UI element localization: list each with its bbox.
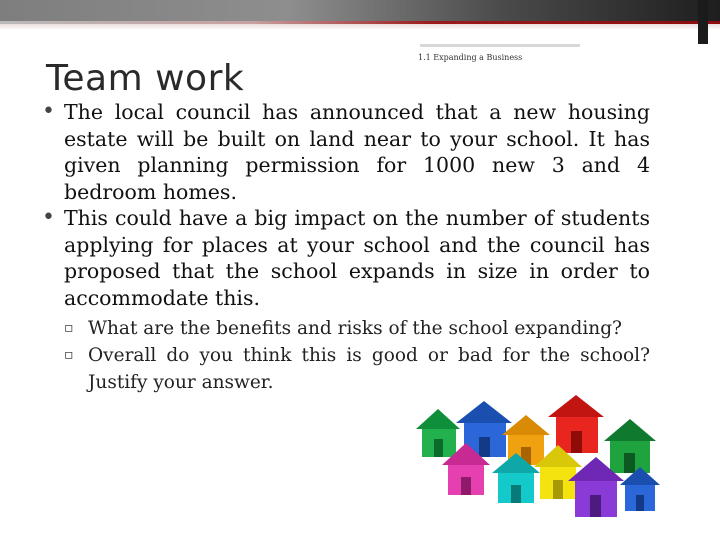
question-text-2: Overall do you think this is good or bad for the school? Justify your answer. [88, 345, 650, 393]
house-icon [416, 409, 460, 457]
colorful-houses-illustration [408, 395, 670, 525]
question-list [42, 315, 650, 396]
bullet-text-1: The local council has announced that a new housing estate will be built on land near to your school. It has given planning permission for 1000 new 3 and 4 bedroom homes. [64, 100, 650, 204]
bullet-point-1 [42, 99, 650, 205]
bullet-icon: • [42, 205, 55, 230]
question-text-1: What are the benefits and risks of the school expanding? [88, 318, 622, 339]
bullet-text-2: This could have a big impact on the number of students applying for places at your school and the council has proposed that the school expands in size in order to accommodate this. [64, 206, 650, 310]
slide-title: Team work [46, 58, 245, 99]
house-icon [548, 395, 604, 453]
bullet-icon: • [42, 99, 55, 124]
question-2 [64, 342, 650, 396]
square-bullet-icon: ▫ [64, 320, 74, 336]
corner-decoration [698, 0, 708, 44]
slide-subtitle: 1.1 Expanding a Business [418, 53, 523, 62]
square-bullet-icon: ▫ [64, 347, 74, 363]
question-1 [64, 315, 650, 342]
house-icon [604, 419, 656, 473]
header-rule [420, 44, 580, 47]
bullet-point-2 [42, 205, 650, 311]
house-icon [620, 467, 660, 511]
top-banner [0, 0, 720, 21]
slide-content [42, 99, 650, 396]
top-banner-shadow [0, 24, 720, 30]
